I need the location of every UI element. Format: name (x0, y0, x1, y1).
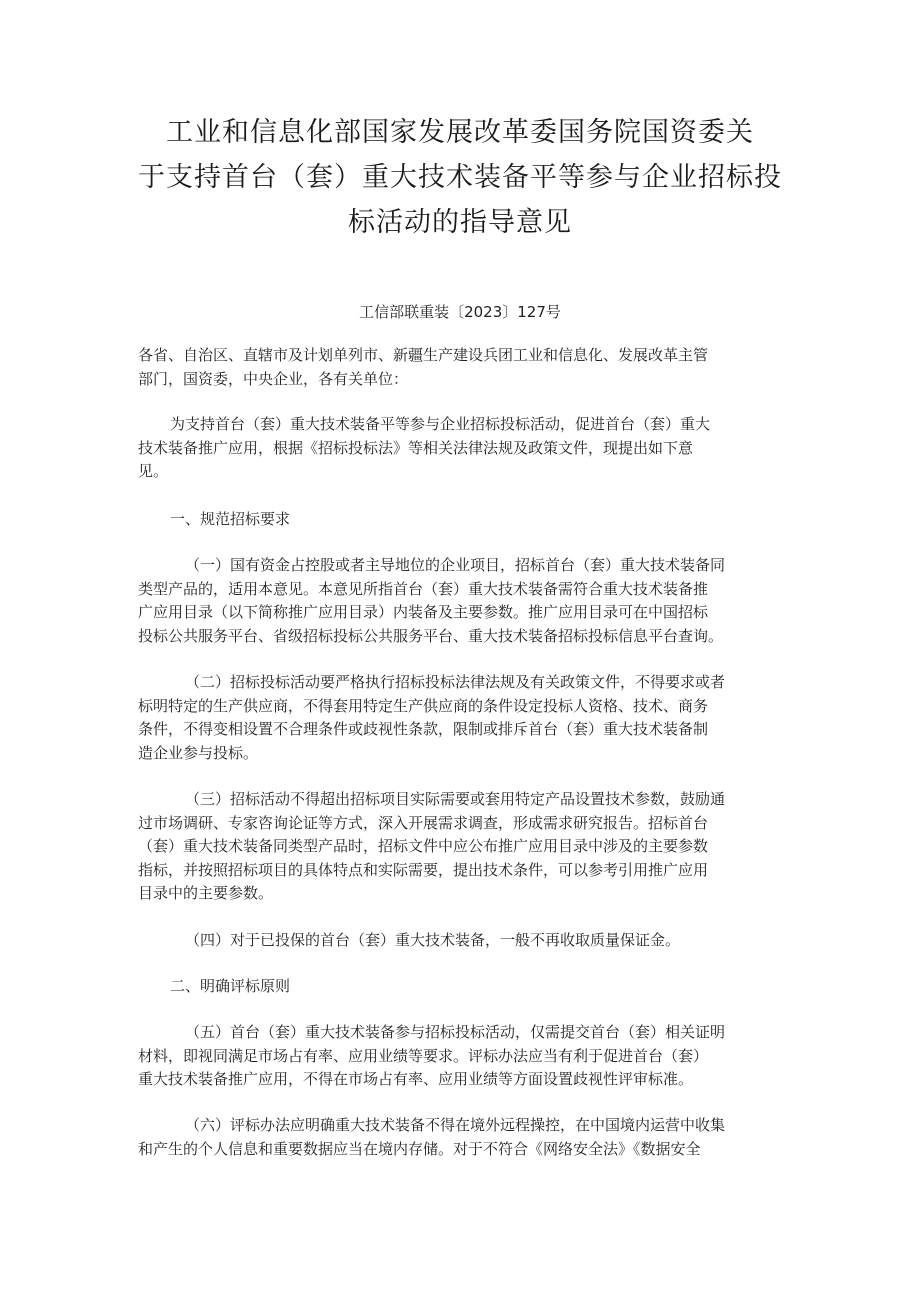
text-line: 造企业参与投标。 (138, 743, 259, 762)
clause-3-paragraph (138, 788, 798, 906)
text-line: 见。 (138, 462, 169, 480)
text-line: 目录中的主要参数。 (138, 884, 274, 902)
text-line: 重大技术装备推广应用，不得在市场占有率、应用业绩等方面设置歧视性评审标准。 (138, 1070, 694, 1088)
text-line: 投标公共服务平台、省级招标投标公共服务平台、重大技术装备招标投标信息平台查询。 (138, 626, 724, 645)
text-line: 各省、自治区、直辖市及计划单列市、新疆生产建设兵团工业和信息化、发展改革主管 (138, 346, 709, 364)
text-line: 和产生的个人信息和重要数据应当在境内存储。对于不符合《网络安全法》《数据安全 (138, 1139, 701, 1158)
text-line: 部门，国资委，中央企业，各有关单位： (138, 369, 409, 388)
text-line: 广应用目录（以下简称推广应用目录）内装备及主要参数。推广应用目录可在中国招标 (138, 603, 709, 621)
text-line: （三）招标活动不得超出招标项目实际需要或套用特定产品设置技术参数，鼓励通 (185, 790, 726, 808)
text-line: （二）招标投标活动要严格执行招标投标法律法规及有关政策文件，不得要求或者 (185, 673, 726, 691)
title-line: 于支持首台（套）重大技术装备平等参与企业招标投 (138, 162, 782, 193)
text-line: 为支持首台（套）重大技术装备平等参与企业招标投标活动，促进首台（套）重大 (170, 415, 711, 433)
text-line: 技术装备推广应用，根据《招标投标法》等相关法律法规及政策文件，现提出如下意 (138, 438, 694, 457)
clause-2-paragraph (138, 671, 798, 765)
text-line: （六）评标办法应明确重大技术装备不得在境外远程操控，在中国境内运营中收集 (185, 1116, 726, 1134)
title-line: 工业和信息化部国家发展改革委国务院国资委关 (166, 117, 754, 148)
text-line: 材料，即视同满足市场占有率、应用业绩等要求。评标办法应当有利于促进首台（套） (138, 1046, 709, 1065)
text-line: 过市场调研、专家咨询论证等方式，深入开展需求调查，形成需求研究报告。招标首台 (138, 813, 709, 832)
clause-5-paragraph (138, 1021, 798, 1092)
title-line: 标活动的指导意见 (348, 207, 572, 238)
document-title (130, 110, 790, 245)
intro-paragraph (138, 413, 798, 484)
section-heading-text: 一、规范招标要求 (170, 510, 291, 528)
text-line: （五）首台（套）重大技术装备参与招标投标活动，仅需提交首台（套）相关证明 (185, 1023, 726, 1041)
addressee-paragraph (138, 344, 798, 391)
text-line: （套）重大技术装备同类型产品时，招标文件中应公布推广应用目录中涉及的主要参数 (138, 837, 709, 855)
text-line: 指标，并按照招标项目的具体特点和实际需要，提出技术条件，可以参考引用推广应用 (138, 860, 709, 879)
text-line: 类型产品的，适用本意见。本意见所指首台（套）重大技术装备需符合重大技术装备推 (138, 579, 709, 598)
section-heading-2 (138, 975, 798, 999)
text-line: （一）国有资金占控股或者主导地位的企业项目，招标首台（套）重大技术装备同 (185, 556, 726, 574)
clause-4-paragraph (138, 929, 798, 953)
section-heading-1 (138, 508, 798, 532)
text-line: 标明特定的生产供应商，不得套用特定生产供应商的条件设定投标人资格、技术、商务 (138, 696, 709, 715)
clause-6-paragraph (138, 1114, 798, 1161)
clause-1-paragraph (138, 554, 798, 648)
section-heading-text: 二、明确评标原则 (170, 977, 291, 995)
text-line: 条件，不得变相设置不合理条件或歧视性条款，限制或排斥首台（套）重大技术装备制 (138, 720, 709, 738)
text-line: （四）对于已投保的首台（套）重大技术装备，一般不再收取质量保证金。 (185, 931, 681, 949)
document-number: 工信部联重装〔2023〕127号 (359, 303, 561, 321)
